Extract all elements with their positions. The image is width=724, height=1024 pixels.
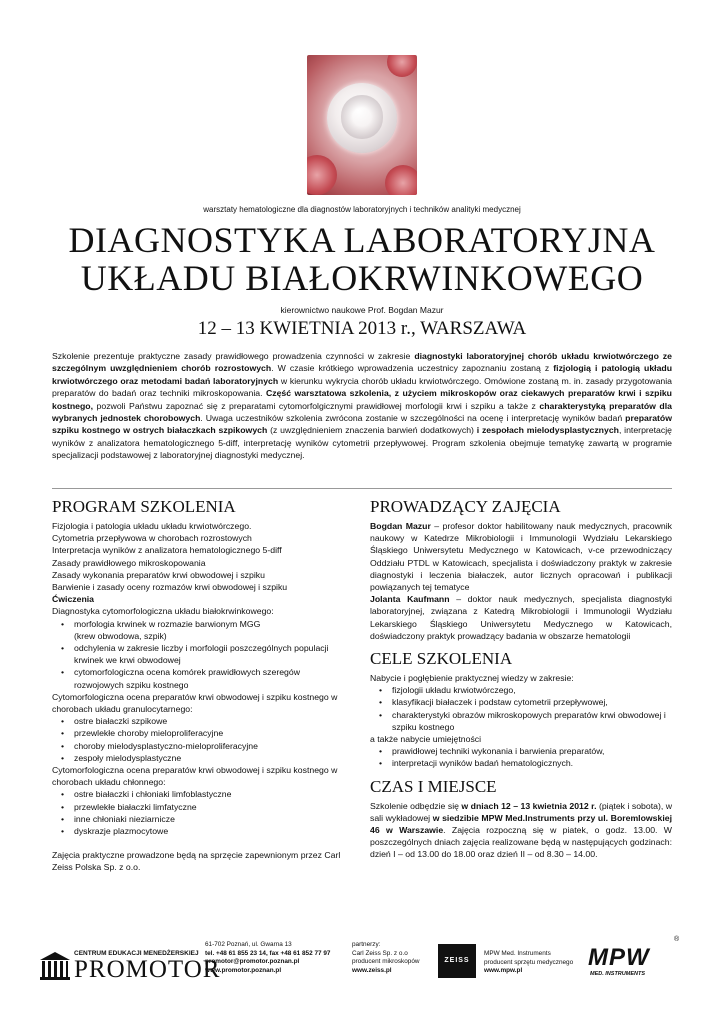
intro-run: fizjologią i patologią układu krwiotwórczego oraz metodami badań laboratoryjnych [52,363,673,386]
intro-run: preparatów szpiku kostnego w ostrych białaczkach szpikowych [52,413,672,436]
goals-list [370,684,672,733]
goals-list-2 [370,745,672,769]
program-line: Cytomorfologiczna ocena preparatów krwi obwodowej i szpiku kostnego w chorobach układu granulocytarnego: [52,691,338,715]
intro-run: , interpretację wyników z analizatora hematologicznego 5-diff, interpretację wyników cytometrii przepływowej. Program szkolenia obejmuje tematykę zawartą w programie specjalizacji podstawowej z laboratoryjnej diagnostyki medycznej. [52,425,672,461]
program-column [52,496,347,874]
scientific-lead: kierownictwo naukowe Prof. Bogdan Mazur [280,305,444,315]
intro-run: diagnostyki laboratoryjnej chorób układu krwiotwórczego ze szczególnym uwzględnieniem chorób rozrostowych [52,351,672,374]
program-line: Cytomorfologiczna ocena preparatów krwi obwodowej i szpiku kostnego w chorobach układu chłonnego: [52,765,338,788]
intro-run: i zespołach mielodysplastycznych [476,425,619,436]
zeiss-logo: ZEISS [438,944,476,978]
goal-bullet: • charakterystyki obrazów mikroskopowych preparatów krwi obwodowej i szpiku kostnego [370,709,672,733]
event-subtitle: warsztaty hematologiczne dla diagnostów laboratoryjnych i techników analityki medycznej [203,205,521,214]
promotor-contact: 61-702 Poznań, ul. Gwarna 13 tel. +48 61 855 23 14, fax +48 61 852 77 97 promotor@promotor.poznan.pl www.promotor.poznan.pl [205,941,331,974]
goals-also: a także nabycie umiejętności [370,734,482,745]
intro-run: . W czasie krótkiego wprowadzenia uczestnicy zapoznaniu zostaną z [271,363,554,374]
program-line: Diagnostyka cytomorfologiczna układu białokrwinkowego: [52,606,274,617]
partners-info: partnerzy: Carl Zeiss Sp. z o.o producent mikroskopów www.zeiss.pl [352,941,420,974]
intro-run: Część warsztatowa szkolenia, z użyciem mikroskopów oraz ciekawych preparatów krwi i szpiku kostnego, [52,388,672,411]
program-bullet: • przewlekłe białaczki limfatyczne [52,801,347,813]
intro-run: pozwoli Państwu zapoznać się z preparatami cytomorfolgicznymi prawidłowej morfologii krwi i szpiku a także z [93,400,540,411]
program-bullet: • dyskrazje plazmocytowe [52,825,347,837]
program-bullet: • cytomorfologiczna ocena komórek prawidłowych szeregów rozwojowych szpiku kostnego [52,666,347,690]
program-bullet: • ostre białaczki szpikowe [52,715,347,727]
lecturers-heading: PROWADZĄCY ZAJĘCIA [370,497,561,516]
program-line: Barwienie i zasady oceny rozmazów krwi obwodowej i szpiku [52,582,288,593]
page-title-line1: DIAGNOSTYKA LABORATORYJNA [68,220,656,260]
mpw-info: MPW Med. Instruments producent sprzętu medycznego www.mpw.pl [484,950,574,975]
intro-run: . Uwaga uczestników szkolenia zwrócona zostanie w szczególności na ocenę i interpretację wyników badań [200,413,626,424]
program-line: (krew obwodowa, szpik) [74,630,167,641]
intro-run: (z uwzględnieniem znaczenia barwień dodatkowych) [267,425,477,436]
intro-run: w kierunku wykrycia chorób układu krwiotwórczego. Omówione zostaną m. in. zasady przygotowania preparatów do badań oraz techniki mikroskopowania. [52,375,672,399]
program-list [52,520,347,837]
program-bullet: • morfologia krwinek w rozmazie barwionym MGG [52,618,347,630]
goal-bullet: • prawidłowej techniki wykonania i barwienia preparatów, [370,745,672,757]
event-date-place: 12 – 13 KWIETNIA 2013 r., WARSZAWA [197,318,527,339]
divider [52,488,672,489]
program-line: Interpretacja wyników z analizatora hematologicznego 5-diff [52,545,282,556]
goals-heading: CELE SZKOLENIA [370,649,513,669]
info-column [370,496,672,861]
program-heading: PROGRAM SZKOLENIA [52,497,236,516]
program-bullet: • zespoły mielodysplastyczne [52,752,347,764]
program-bullet: • choroby mielodysplastyczno-mieloproliferacyjne [52,740,347,752]
intro-run: Szkolenie prezentuje praktyczne zasady prawidłowego prowadzenia czynności w zakresie [52,351,415,361]
lecturer-2: Jolanta Kaufmann – doktor nauk medycznych, specjalista diagnostyki laboratoryjnej, związana z Katedrą Mikrobiologii i Immunologii Wydziału Lekarskiego Śląskiego Uniwersytetu Medycznego w Katowicach, doświadczony praktyk prowadzący badania w obszarze hematologii [370,594,672,641]
intro-paragraph [52,350,672,462]
lecturer-1: Bogdan Mazur – profesor doktor habilitowany nauk medycznych, pracownik naukowy w Katedrze Mikrobiologii i Immunologii Wydziału Lekarskiego Śląskiego Uniwersytetu Medycznego w Katowicach, v-ce przewodniczący Oddziału PTDL w Katowicach, specjalista i doświadczony praktyk w zakresie diagnostyki i leczenia białaczek, autor licznych opracowań i publikacji powiązanych tej tematyce [370,521,672,593]
program-line: Zasady prawidłowego mikroskopowania [52,557,206,568]
program-line: Ćwiczenia [52,594,95,605]
program-line: Fizjologia i patologia układu układu krwiotwórczego. [52,521,252,531]
promotor-logo: CENTRUM EDUKACJI MENEDŻERSKIEJ PROMOTOR [40,946,200,986]
goal-bullet: • klasyfikacji białaczek i podstaw cytometrii przepływowej, [370,696,672,708]
time-place-heading: CZAS I MIEJSCE [370,776,497,796]
footer [0,938,724,998]
goal-bullet: • fizjologii układu krwiotwórczego, [370,684,672,696]
program-line: Zasady wykonania preparatów krwi obwodowej i szpiku [52,569,265,580]
goals-intro: Nabycie i pogłębienie praktycznej wiedzy w zakresie: [370,673,574,684]
page-title-line2: UKŁADU BIAŁOKRWINKOWEGO [80,258,644,298]
goal-bullet: • interpretacji wyników badań hematologicznych. [370,757,672,769]
time-place-text: Szkolenie odbędzie się w dniach 12 – 13 kwietnia 2012 r. (piątek i sobota), w sali wykładowej w siedzibie MPW Med.Instruments przy ul. Boremlowskiej 46 w Warszawie. Zajęcia rozpoczną się w piatek, o godz. 13.00. W poszczególnych dniach zajęcia realizowane będą w następujących godzinach: dzień I – od 13.00 do 18.00 oraz dzień II – od 8.30 – 14.00. [370,800,672,860]
program-note: Zajęcia praktyczne prowadzone będą na sprzęcie zapewnionym przez Carl Zeiss Polska Sp. z o.o. [52,850,341,873]
program-bullet: • odchylenia w zakresie liczby i morfologii poszczególnych populacji krwinek we krwi obwodowej [52,642,347,666]
program-line: Cytometria przepływowa w chorobach rozrostowych [52,533,252,544]
building-icon [40,952,70,980]
program-bullet: • ostre białaczki i chłoniaki limfoblastyczne [52,788,347,800]
program-bullet: • przewlekłe choroby mieloproliferacyjne [52,727,347,739]
intro-run: charakterystyką preparatów dla wybranych jednostek chorobowych [52,400,672,424]
program-bullet: • inne chłoniaki nieziarnicze [52,813,347,825]
white-blood-cell-image [307,55,417,195]
mpw-logo: MPW MED. INSTRUMENTS ® [588,936,680,977]
